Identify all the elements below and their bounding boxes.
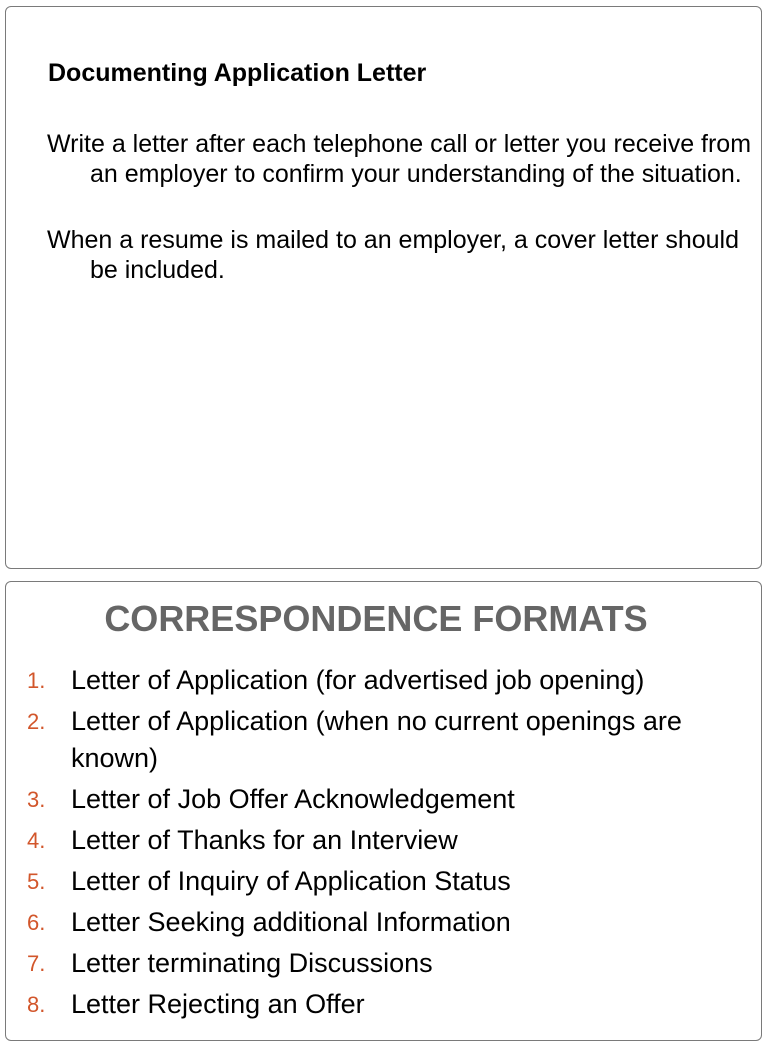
list-item: [6, 986, 711, 1023]
list-item: [6, 662, 711, 699]
list-item: [6, 822, 711, 859]
slide-title: CORRESPONDENCE FORMATS: [104, 598, 648, 639]
list-number: 4.: [27, 828, 46, 853]
list-item-text: Letter Seeking additional Information: [71, 907, 511, 937]
list-number: 2.: [27, 709, 46, 734]
paragraph-cover-letter: When a resume is mailed to an employer, a cover letter should be included.: [47, 226, 740, 284]
list-item: [6, 781, 711, 818]
formats-list: [6, 662, 763, 1027]
list-item-text: Letter terminating Discussions: [71, 948, 433, 978]
list-item-text: Letter of Job Offer Acknowledgement: [71, 784, 515, 814]
slide-correspondence-formats: [5, 581, 762, 1041]
slide-documenting-application-letter: [5, 6, 762, 569]
list-number: 6.: [27, 910, 46, 935]
list-number: 3.: [27, 787, 46, 812]
list-item-text: Letter of Application (for advertised job opening): [71, 665, 645, 695]
list-item-text: Letter of Inquiry of Application Status: [71, 866, 511, 896]
list-item: [6, 945, 711, 982]
list-item: [6, 863, 711, 900]
list-item-text: Letter Rejecting an Offer: [71, 989, 365, 1019]
list-number: 1.: [27, 668, 46, 693]
list-item-text: Letter of Application (when no current openings are known): [71, 706, 682, 773]
list-item: [6, 904, 711, 941]
paragraph-confirm-letter: Write a letter after each telephone call or letter you receive from an employer to confirm your understanding of the situation.: [47, 130, 752, 188]
list-number: 8.: [27, 992, 46, 1017]
list-item: [6, 703, 711, 777]
list-number: 5.: [27, 869, 46, 894]
list-item-text: Letter of Thanks for an Interview: [71, 825, 458, 855]
list-number: 7.: [27, 951, 46, 976]
slide-title: Documenting Application Letter: [48, 59, 427, 87]
